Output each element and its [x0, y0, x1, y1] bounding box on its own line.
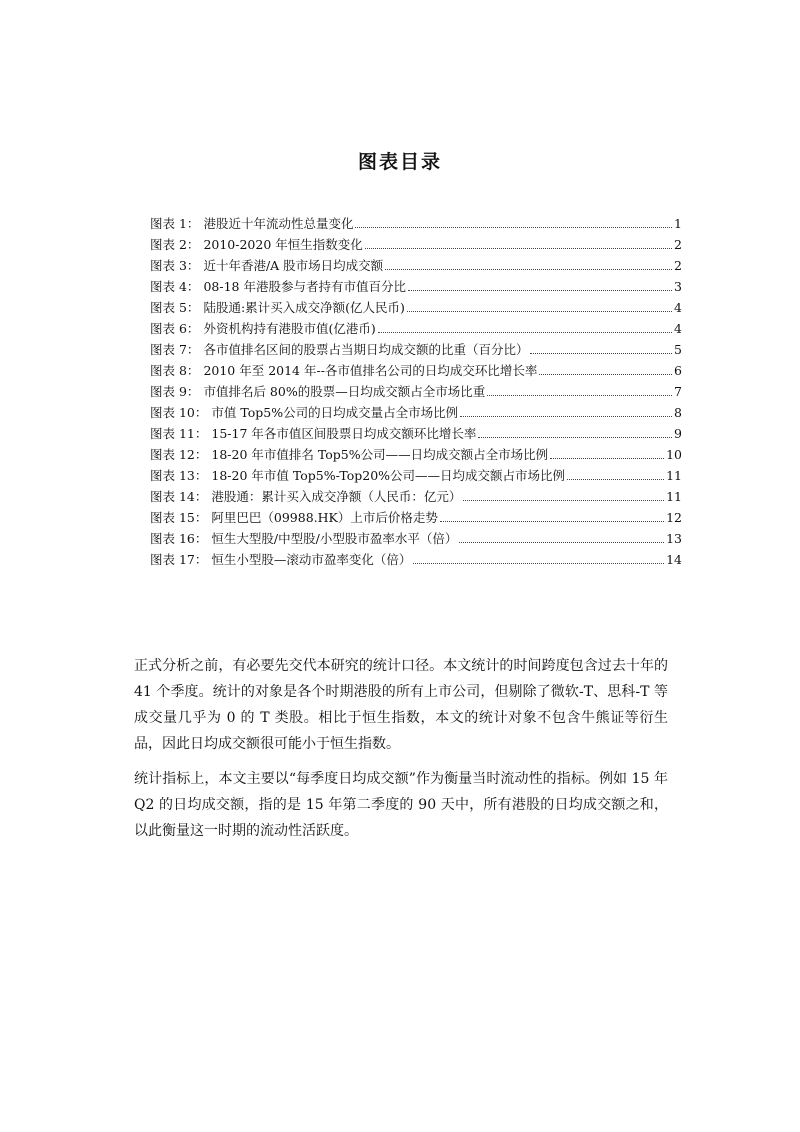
- toc-entry-title: 恒生小型股—滚动市盈率变化（倍）: [211, 552, 412, 567]
- toc-dot-leader: [478, 437, 672, 438]
- toc-entry-page-number: 13: [666, 531, 682, 546]
- toc-entry-title: 2010-2020 年恒生指数变化: [203, 237, 363, 252]
- toc-entry-label: 图表 9：: [150, 384, 200, 399]
- toc-entry-title: 2010 年至 2014 年--各市值排名公司的日均成交环比增长率: [203, 363, 538, 378]
- toc-entry-label: 图表 14：: [150, 489, 208, 504]
- toc-entry[interactable]: [150, 528, 682, 549]
- toc-entry[interactable]: [150, 549, 682, 570]
- toc-entry-label: 图表 17：: [150, 552, 208, 567]
- toc-entry-page-number: 14: [666, 552, 682, 567]
- toc-dot-leader: [567, 479, 664, 480]
- toc-entry-page-number: 2: [674, 258, 682, 273]
- toc-entry-title: 市值排名后 80%的股票—日均成交额占全市场比重: [203, 384, 486, 399]
- toc-entry-page-number: 7: [674, 384, 682, 399]
- toc-entry-page-number: 2: [674, 237, 682, 252]
- toc-entry-page-number: 10: [666, 447, 682, 462]
- toc-entry-title: 港股通：累计买入成交净额（人民币：亿元）: [211, 489, 462, 504]
- toc-dot-leader: [539, 374, 672, 375]
- toc-entry-title: 18-20 年市值 Top5%-Top20%公司——日均成交额占市场比例: [211, 468, 566, 483]
- toc-entry-page-number: 1: [674, 216, 682, 231]
- toc-entry-label: 图表 15：: [150, 510, 208, 525]
- toc-entry[interactable]: [150, 360, 682, 381]
- toc-dot-leader: [365, 248, 672, 249]
- toc-entry-label: 图表 8：: [150, 363, 200, 378]
- toc-entry[interactable]: [150, 444, 682, 465]
- toc-dot-leader: [385, 269, 672, 270]
- table-of-figures: [150, 213, 682, 570]
- toc-entry-label: 图表 2：: [150, 237, 200, 252]
- toc-entry-label: 图表 5：: [150, 300, 200, 315]
- toc-dot-leader: [378, 332, 672, 333]
- toc-entry[interactable]: [150, 297, 682, 318]
- toc-dot-leader: [460, 416, 672, 417]
- toc-entry-page-number: 12: [666, 510, 682, 525]
- body-paragraph-2: 统计指标上，本文主要以“每季度日均成交额”作为衡量当时流动性的指标。例如 15 年 Q2 的日均成交额，指的是 15 年第二季度的 90 天中，所有港股的日均成交额之和，以此衡量这一时期的流动性活跃度。: [134, 771, 668, 839]
- toc-entry-page-number: 3: [674, 279, 682, 294]
- toc-entry[interactable]: [150, 486, 682, 507]
- toc-entry-label: 图表 12：: [150, 447, 208, 462]
- toc-entry[interactable]: [150, 465, 682, 486]
- toc-dot-leader: [530, 353, 672, 354]
- toc-entry[interactable]: [150, 255, 682, 276]
- toc-entry[interactable]: [150, 213, 682, 234]
- toc-dot-leader: [459, 542, 664, 543]
- toc-entry-title: 港股近十年流动性总量变化: [203, 216, 354, 231]
- toc-entry-title: 08-18 年港股参与者持有市值百分比: [203, 279, 406, 294]
- toc-entry-page-number: 6: [674, 363, 682, 378]
- toc-entry-label: 图表 13：: [150, 468, 208, 483]
- toc-entry[interactable]: [150, 276, 682, 297]
- toc-dot-leader: [550, 458, 664, 459]
- toc-entry-title: 各市值排名区间的股票占当期日均成交额的比重（百分比）: [203, 342, 529, 357]
- toc-entry[interactable]: [150, 402, 682, 423]
- toc-entry-page-number: 5: [674, 342, 682, 357]
- body-paragraph-1: 正式分析之前，有必要先交代本研究的统计口径。本文统计的时间跨度包含过去十年的 41 个季度。统计的对象是各个时期港股的所有上市公司，但剔除了微软-T、思科-T 等成交量几乎为 0 的 T 类股。相比于恒生指数，本文的统计对象不包含牛熊证等衍生品，因此日均成交额很可能小于恒生指数。: [134, 658, 668, 752]
- toc-entry-title: 恒生大型股/中型股/小型股市盈率水平（倍）: [211, 531, 458, 546]
- toc-entry-page-number: 8: [674, 405, 682, 420]
- toc-entry-title: 阿里巴巴（09988.HK）上市后价格走势: [211, 510, 438, 525]
- toc-entry-title: 近十年香港/A 股市场日均成交额: [203, 258, 384, 273]
- toc-dot-leader: [463, 500, 664, 501]
- toc-entry-title: 15-17 年各市值区间股票日均成交额环比增长率: [211, 426, 477, 441]
- toc-entry[interactable]: [150, 318, 682, 339]
- toc-entry-title: 外资机构持有港股市值(亿港币): [203, 321, 376, 336]
- toc-entry-label: 图表 3：: [150, 258, 200, 273]
- toc-entry-page-number: 9: [674, 426, 682, 441]
- toc-dot-leader: [408, 290, 672, 291]
- toc-dot-leader: [487, 395, 672, 396]
- toc-entry-label: 图表 4：: [150, 279, 200, 294]
- toc-entry[interactable]: [150, 381, 682, 402]
- toc-entry-label: 图表 7：: [150, 342, 200, 357]
- toc-entry[interactable]: [150, 339, 682, 360]
- toc-entry-page-number: 4: [674, 321, 682, 336]
- toc-entry-title: 陆股通:累计买入成交净额(亿人民币): [203, 300, 405, 315]
- page-title: 图表目录: [357, 151, 442, 173]
- toc-entry[interactable]: [150, 234, 682, 255]
- toc-entry-label: 图表 6：: [150, 321, 200, 336]
- toc-entry-title: 市值 Top5%公司的日均成交量占全市场比例: [211, 405, 459, 420]
- toc-dot-leader: [413, 563, 664, 564]
- toc-entry-page-number: 4: [674, 300, 682, 315]
- toc-entry-label: 图表 10：: [150, 405, 208, 420]
- toc-dot-leader: [355, 227, 672, 228]
- toc-entry-title: 18-20 年市值排名 Top5%公司——日均成交额占全市场比例: [211, 447, 549, 462]
- toc-entry[interactable]: [150, 507, 682, 528]
- toc-entry[interactable]: [150, 423, 682, 444]
- toc-entry-page-number: 11: [666, 468, 682, 483]
- toc-entry-label: 图表 16：: [150, 531, 208, 546]
- toc-entry-label: 图表 1：: [150, 216, 200, 231]
- toc-dot-leader: [407, 311, 672, 312]
- toc-entry-label: 图表 11：: [150, 426, 208, 441]
- toc-dot-leader: [440, 521, 664, 522]
- toc-entry-page-number: 11: [666, 489, 682, 504]
